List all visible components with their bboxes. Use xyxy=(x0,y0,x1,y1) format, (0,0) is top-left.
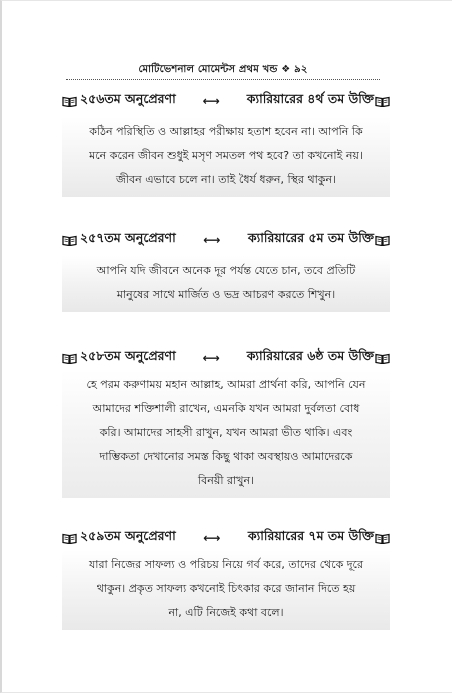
open-book-icon xyxy=(375,96,390,107)
quote-line: মনে করেন জীবন শুধুই মসৃণ সমতল পথ হবে? তা কখনোই নয়। xyxy=(89,149,363,162)
open-book-icon xyxy=(375,353,390,364)
open-book-icon xyxy=(375,533,390,544)
header-divider xyxy=(66,79,380,80)
open-book-icon xyxy=(62,96,77,107)
left-right-arrow-icon: ⟷ xyxy=(203,233,221,247)
quote-line: আপনি যদি জীবনে অনেক দূর পর্যন্ত যেতে চান, তবে প্রতিটি xyxy=(96,264,356,277)
career-quote-label: ক্যারিয়ারের ৭ম তম উক্তি xyxy=(247,528,374,543)
inspiration-number: ২৫৬তম অনুপ্রেরণা xyxy=(80,91,176,106)
quote-line: না, এটি নিজেই কথা বলে। xyxy=(168,606,284,619)
quote-line: থাকুন। প্রকৃত সাফল্য কখনোই চিৎকার করে জানান দিতে হয় xyxy=(96,582,356,595)
quote-section-258 xyxy=(62,348,390,498)
career-quote-label: ক্যারিয়ারের ৫ম তম উক্তি xyxy=(247,230,374,245)
quote-text xyxy=(62,370,390,498)
running-header: মোটিভেশনাল মোমেন্টস প্রথম খন্ড ❖ ৯২ xyxy=(138,64,308,75)
quote-line: মানুষের সাথে মার্জিত ও ভদ্র আচরণ করতে শিখুন। xyxy=(116,288,336,301)
quote-text xyxy=(62,117,390,197)
quote-section-256 xyxy=(62,91,390,197)
left-right-arrow-icon: ⟷ xyxy=(202,94,220,108)
career-quote-label: ক্যারিয়ারের ৪র্থ তম উক্তি xyxy=(246,91,374,106)
left-right-arrow-icon: ⟷ xyxy=(202,351,220,365)
quote-line: হে পরম করুণাময় মহান আল্লাহ, আমরা প্রার্থনা করি, আপনি যেন xyxy=(86,378,366,391)
quote-text xyxy=(62,256,390,312)
inspiration-number: ২৫৯তম অনুপ্রেরণা xyxy=(80,528,176,543)
left-right-arrow-icon: ⟷ xyxy=(203,531,221,545)
quote-line: যারা নিজের সাফল্য ও পরিচয় নিয়ে গর্ব করে, তাদের থেকে দূরে xyxy=(88,558,364,571)
inspiration-number: ২৫৮তম অনুপ্রেরণা xyxy=(80,348,176,363)
quote-line: বিনয়ী রাখুন। xyxy=(198,474,254,487)
quote-line: দাম্ভিকতা দেখানোর সমস্ত কিছু থাকা অবস্থায়ও আমাদেরকে xyxy=(99,450,353,463)
quote-text xyxy=(62,550,390,630)
open-book-icon xyxy=(375,235,390,246)
open-book-icon xyxy=(62,235,77,246)
quote-section-259 xyxy=(62,528,390,630)
section-heading xyxy=(62,348,390,368)
section-heading xyxy=(62,230,390,250)
career-quote-label: ক্যারিয়ারের ৬ষ্ঠ তম উক্তি xyxy=(246,348,374,363)
quote-section-257 xyxy=(62,230,390,312)
open-book-icon xyxy=(62,533,77,544)
quote-line: করি। আমাদের সাহসী রাখুন, যখন আমরা ভীত থাকি। এবং xyxy=(99,426,353,439)
section-heading xyxy=(62,91,390,111)
inspiration-number: ২৫৭তম অনুপ্রেরণা xyxy=(80,230,176,245)
open-book-icon xyxy=(62,353,77,364)
section-heading xyxy=(62,528,390,548)
quote-line: আমাদের শক্তিশালী রাখেন, এমনকি যখন আমরা দুর্বলতা বোধ xyxy=(92,402,360,415)
quote-line: কঠিন পরিস্থিতি ও আল্লাহর পরীক্ষায় হতাশ হবেন না। আপনি কি xyxy=(89,125,363,138)
quote-line: জীবন এভাবে চলে না। তাই ধৈর্য ধরুন, স্থির থাকুন। xyxy=(116,173,336,186)
